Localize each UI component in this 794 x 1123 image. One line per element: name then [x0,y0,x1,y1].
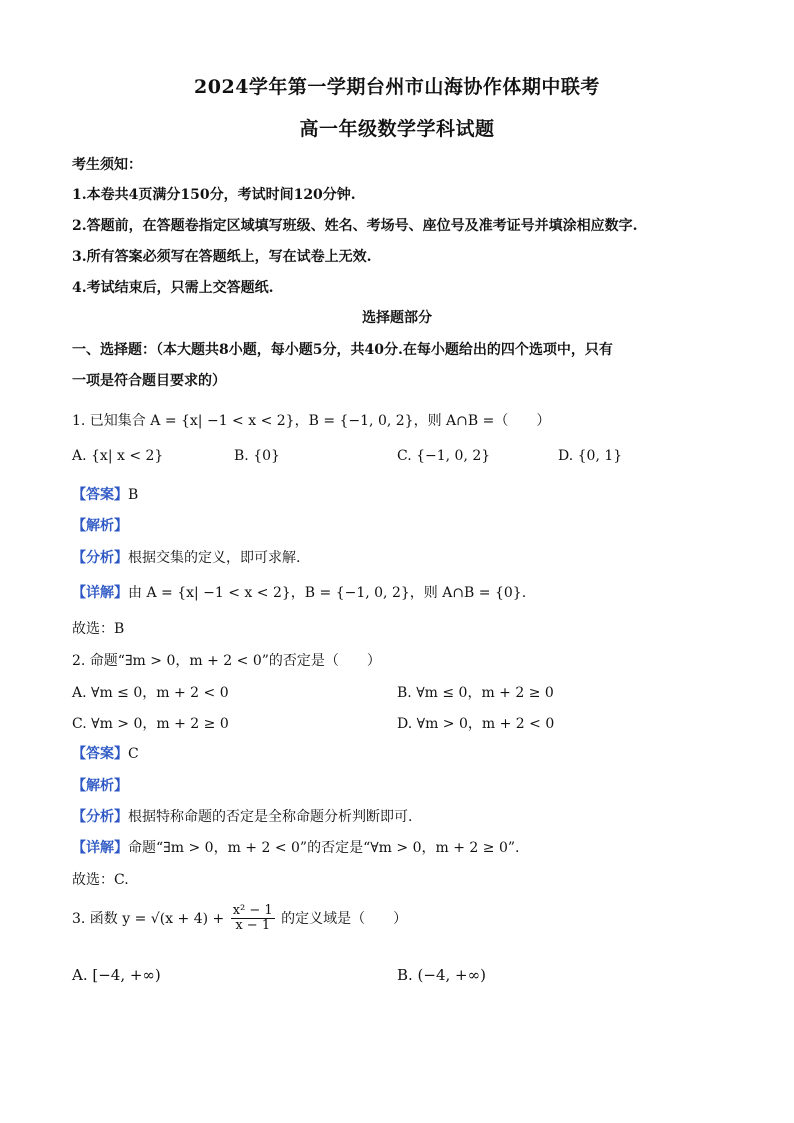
fenxi-text: 根据特称命题的否定是全称命题分析判断即可. [128,809,413,825]
section-heading-line2: 一项是符合题目要求的） [72,373,226,389]
q2-analysis-tag [72,775,128,795]
q1-analysis-tag [72,515,128,535]
q2-answer [72,743,139,763]
q1-xiangjie [72,582,526,602]
q1-fenxi [72,547,300,567]
q3-fraction-denominator: x − 1 [235,918,271,934]
section-heading-line1: 一、选择题：（本大题共8小题，每小题5分，共40分.在每小题给出的四个选项中，只有 [72,342,613,358]
q1-stem: 1. 已知集合 A = {x| −1 < x < 2}，B = {−1, 0, 2}，则 A∩B =（ ） [72,413,551,429]
notice-item-2: 2.答题前，在答题卷指定区域填写班级、姓名、考场号、座位号及准考证号并填涂相应数字. [72,218,638,234]
q2-option-d: D. ∀m > 0，m + 2 < 0 [397,716,555,732]
section-part-title: 选择题部分 [362,310,432,326]
q2-option-b: B. ∀m ≤ 0，m + 2 ≥ 0 [397,685,554,701]
q2-choose: 故选：C. [72,872,129,888]
q2-option-a: A. ∀m ≤ 0，m + 2 < 0 [72,685,229,701]
q3-option-b: B. (−4, +∞) [397,966,486,984]
q3-fraction-numerator: x² − 1 [232,903,273,918]
q2-option-c: C. ∀m > 0，m + 2 ≥ 0 [72,716,229,732]
q1-option-c: C. {−1, 0, 2} [397,448,491,464]
xiangjie-text: 由 A = {x| −1 < x < 2}，B = {−1, 0, 2}，则 A∩B = {0}. [128,585,527,601]
fenxi-tag: 【分析】 [72,809,128,825]
notice-item-1: 1.本卷共4页满分150分，考试时间120分钟. [72,187,356,203]
xiangjie-tag: 【详解】 [72,840,128,856]
answer-value: B [128,487,139,503]
answer-tag: 【答案】 [72,487,128,503]
notice-item-4: 4.考试结束后，只需上交答题纸. [72,280,274,296]
answer-value: C [128,746,139,762]
q3-stem [72,904,407,934]
xiangjie-text: 命题“∃m > 0，m + 2 < 0”的否定是“∀m > 0，m + 2 ≥ 0”. [128,840,520,856]
analysis-tag: 【解析】 [72,518,128,534]
q2-stem: 2. 命题“∃m > 0，m + 2 < 0”的否定是（ ） [72,653,381,669]
analysis-tag: 【解析】 [72,778,128,794]
exam-subtitle: 高一年级数学学科试题 [299,118,495,140]
q1-answer [72,484,138,504]
fenxi-text: 根据交集的定义，即可求解. [128,550,301,566]
q2-xiangjie [72,837,519,857]
fenxi-tag: 【分析】 [72,550,128,566]
exam-title: 2024学年第一学期台州市山海协作体期中联考 [194,76,600,98]
answer-tag: 【答案】 [72,746,128,762]
q1-choose: 故选：B [72,621,125,637]
q1-option-d: D. {0, 1} [558,448,623,464]
q1-option-b: B. {0} [234,448,280,464]
q1-option-a: A. {x| x < 2} [72,448,164,464]
notice-item-3: 3.所有答案必须写在答题纸上，写在试卷上无效. [72,249,372,265]
q2-fenxi [72,806,412,826]
q3-option-a: A. [−4, +∞) [72,966,161,984]
xiangjie-tag: 【详解】 [72,585,128,601]
notice-heading: 考生须知： [72,157,142,173]
q3-stem-pre: 3. 函数 y = √(x + 4) + [72,910,229,927]
q3-stem-post: 的定义域是（ ） [276,910,408,927]
q3-fraction [231,904,275,934]
